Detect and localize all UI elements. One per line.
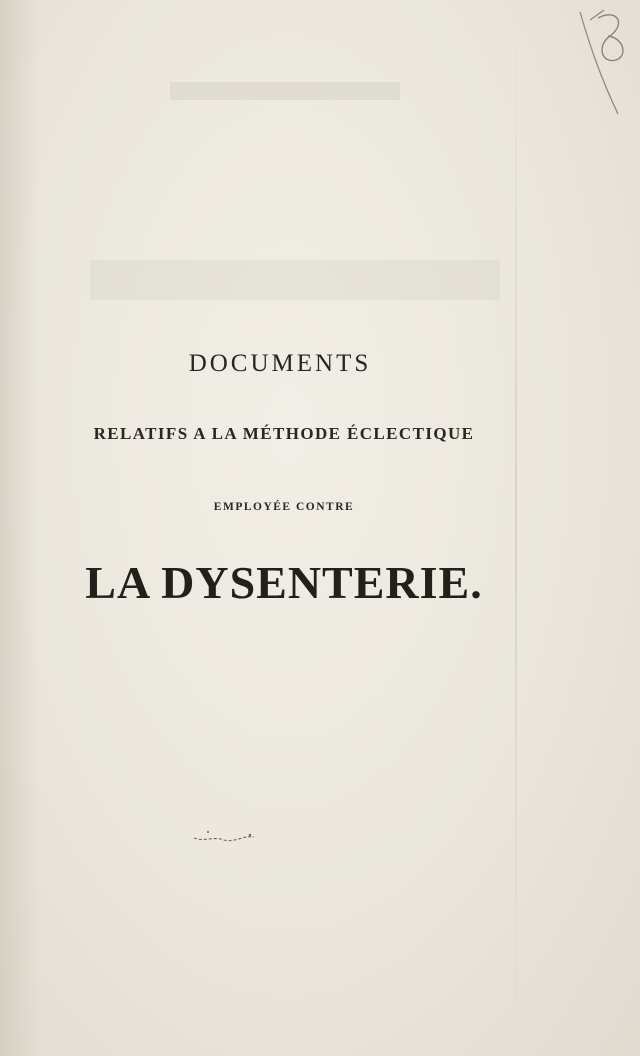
ink-smudge-icon xyxy=(190,826,260,846)
page-fold-line xyxy=(515,0,517,1056)
show-through-heading xyxy=(170,78,400,104)
page-subtitle: RELATIFS A LA MÉTHODE ÉCLECTIQUE xyxy=(93,424,475,443)
show-through-large-text xyxy=(90,255,500,305)
disease-heading: LA DYSENTERIE. xyxy=(85,557,483,608)
page-shadow xyxy=(0,0,40,1056)
handwritten-mark-icon xyxy=(578,6,638,116)
employee-line: EMPLOYÉE CONTRE xyxy=(213,501,355,513)
page-title: DOCUMENTS xyxy=(188,350,372,377)
